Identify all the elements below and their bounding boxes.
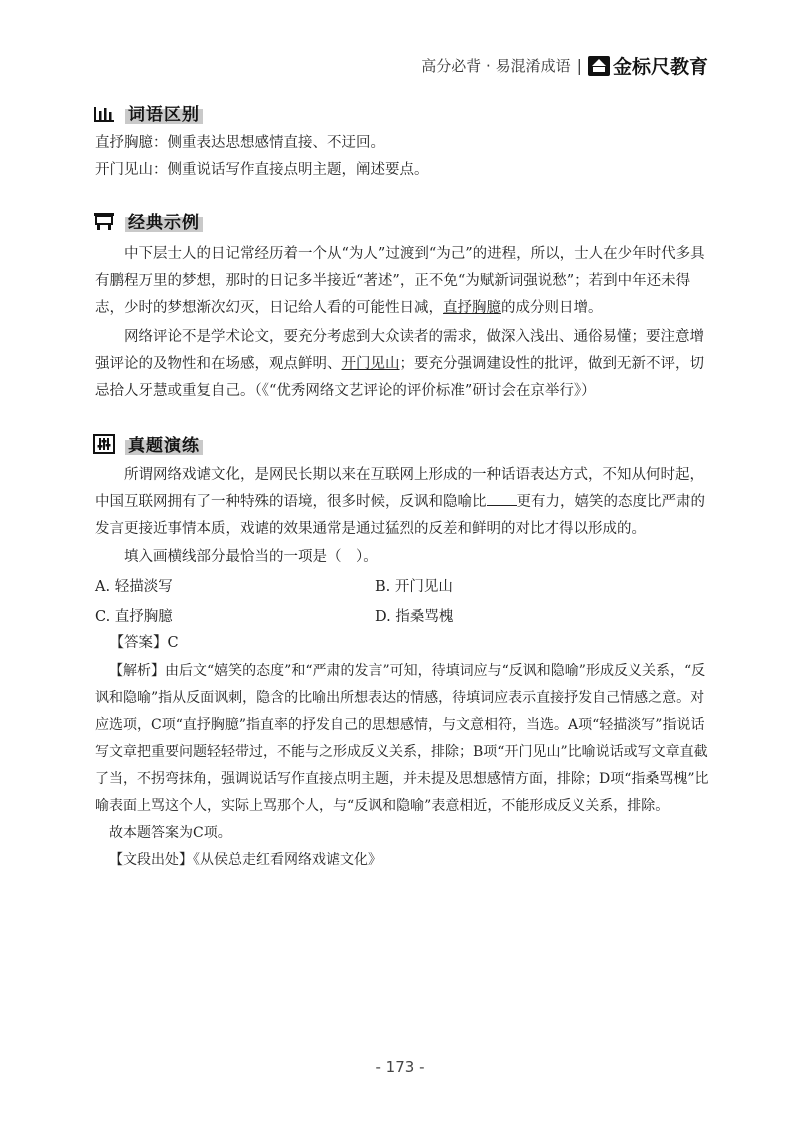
fill-in-blank bbox=[487, 491, 517, 506]
section-compare-heading bbox=[93, 100, 203, 125]
example-2-text-a: 网络评论不是学术论文，要充分考虑到大众读者的需求，做深入浅出、通俗易懂；要注意增强评论的及物性和在场感，观点鲜明、 bbox=[95, 329, 704, 372]
header-title: 高分必背 · 易混淆成语 bbox=[421, 57, 571, 75]
source-line: 【文段出处】《从侯总走红看网络戏谑文化》 bbox=[109, 852, 382, 868]
compare-block bbox=[95, 130, 710, 184]
section-compare-title: 词语区别 bbox=[125, 100, 203, 125]
compare-line-1: 直抒胸臆：侧重表达思想感情直接、不迂回。 bbox=[95, 135, 385, 151]
page-number: - 173 - bbox=[375, 1058, 425, 1076]
example-paragraph-2 bbox=[95, 324, 710, 405]
option-c: C. 直抒胸臆 bbox=[95, 609, 173, 625]
equalizer-icon bbox=[93, 434, 115, 454]
answer-line: 【答案】C bbox=[109, 635, 179, 651]
option-b: B. 开门见山 bbox=[375, 579, 453, 595]
section-examples-heading bbox=[93, 208, 203, 233]
section-examples-title: 经典示例 bbox=[125, 208, 203, 233]
exercise-passage bbox=[95, 462, 710, 543]
option-a: A. 轻描淡写 bbox=[95, 579, 173, 595]
example-2-text-b: ；要充分强调建设性的批评，做到无新不评，切忌拾人牙慧或重复自己。（《“优秀网络文艺评论的评价标准”研讨会在京举行》） bbox=[95, 356, 704, 399]
exercise-passage-b: 更有力，嬉笑的态度比严肃的发言更接近事情本质，戏谑的效果通常是通过猛烈的反差和鲜明的对比才得以形成的。 bbox=[95, 494, 705, 537]
answer-options bbox=[95, 572, 655, 632]
cart-icon bbox=[93, 211, 115, 231]
analysis-conclusion: 故本题答案为C项。 bbox=[109, 825, 232, 841]
section-exercise-title: 真题演练 bbox=[125, 431, 203, 456]
brand-name: 金标尺教育 bbox=[612, 56, 708, 78]
example-1-text-b: 的成分则日增。 bbox=[501, 300, 603, 316]
example-2-underlined: 开门见山 bbox=[341, 356, 400, 372]
brand-logo bbox=[588, 52, 708, 79]
example-1-text-a: 中下层士人的日记常经历着一个从“为人”过渡到“为己”的进程，所以，士人在少年时代多具有鹏程万里的梦想，那时的日记多半接近“著述”，正不免“为赋新词强说愁”；若到中年还未得志，少时的梦想渐次幻灭，日记给人看的可能性日减， bbox=[95, 246, 705, 316]
analysis-text: 【解析】由后文“嬉笑的态度”和“严肃的发言”可知，待填词应与“反讽和隐喻”形成反义关系，“反讽和隐喻”指从反面讽刺，隐含的比喻出所想表达的情感，待填词应表示直接抒发自己情感之意。对应选项，C项“直抒胸臆”指直率的抒发自己的思想感情，与文意相符，当选。A项“轻描淡写”指说话写文章把重要问题轻轻带过，不能与之形成反义关系，排除；B项“开门见山”比喻说话或写文章直截了当，不拐弯抹角，强调说话写作直接点明主题，并未提及思想感情方面，排除；D项“指桑骂槐”比喻表面上骂这个人，实际上骂那个人，与“反讽和隐喻”表意相近，不能形成反义关系，排除。 bbox=[95, 663, 709, 814]
example-1-underlined: 直抒胸臆 bbox=[443, 300, 501, 316]
section-exercise-heading bbox=[93, 431, 203, 456]
page-header bbox=[421, 52, 708, 79]
analysis-block bbox=[95, 658, 710, 874]
compare-line-2: 开门见山：侧重说话写作直接点明主题，阐述要点。 bbox=[95, 162, 429, 178]
bar-chart-icon bbox=[93, 103, 115, 123]
exercise-passage-a: 所谓网络戏谑文化，是网民长期以来在互联网上形成的一种话语表达方式，不知从何时起，中国互联网拥有了一种特殊的语境，很多时候，反讽和隐喻比 bbox=[95, 467, 704, 510]
logo-icon bbox=[588, 56, 610, 76]
option-d: D. 指桑骂槐 bbox=[375, 609, 454, 625]
example-paragraph-1 bbox=[95, 241, 710, 322]
exercise-question: 填入画横线部分最恰当的一项是（ ）。 bbox=[124, 549, 378, 565]
header-separator: | bbox=[576, 56, 582, 75]
